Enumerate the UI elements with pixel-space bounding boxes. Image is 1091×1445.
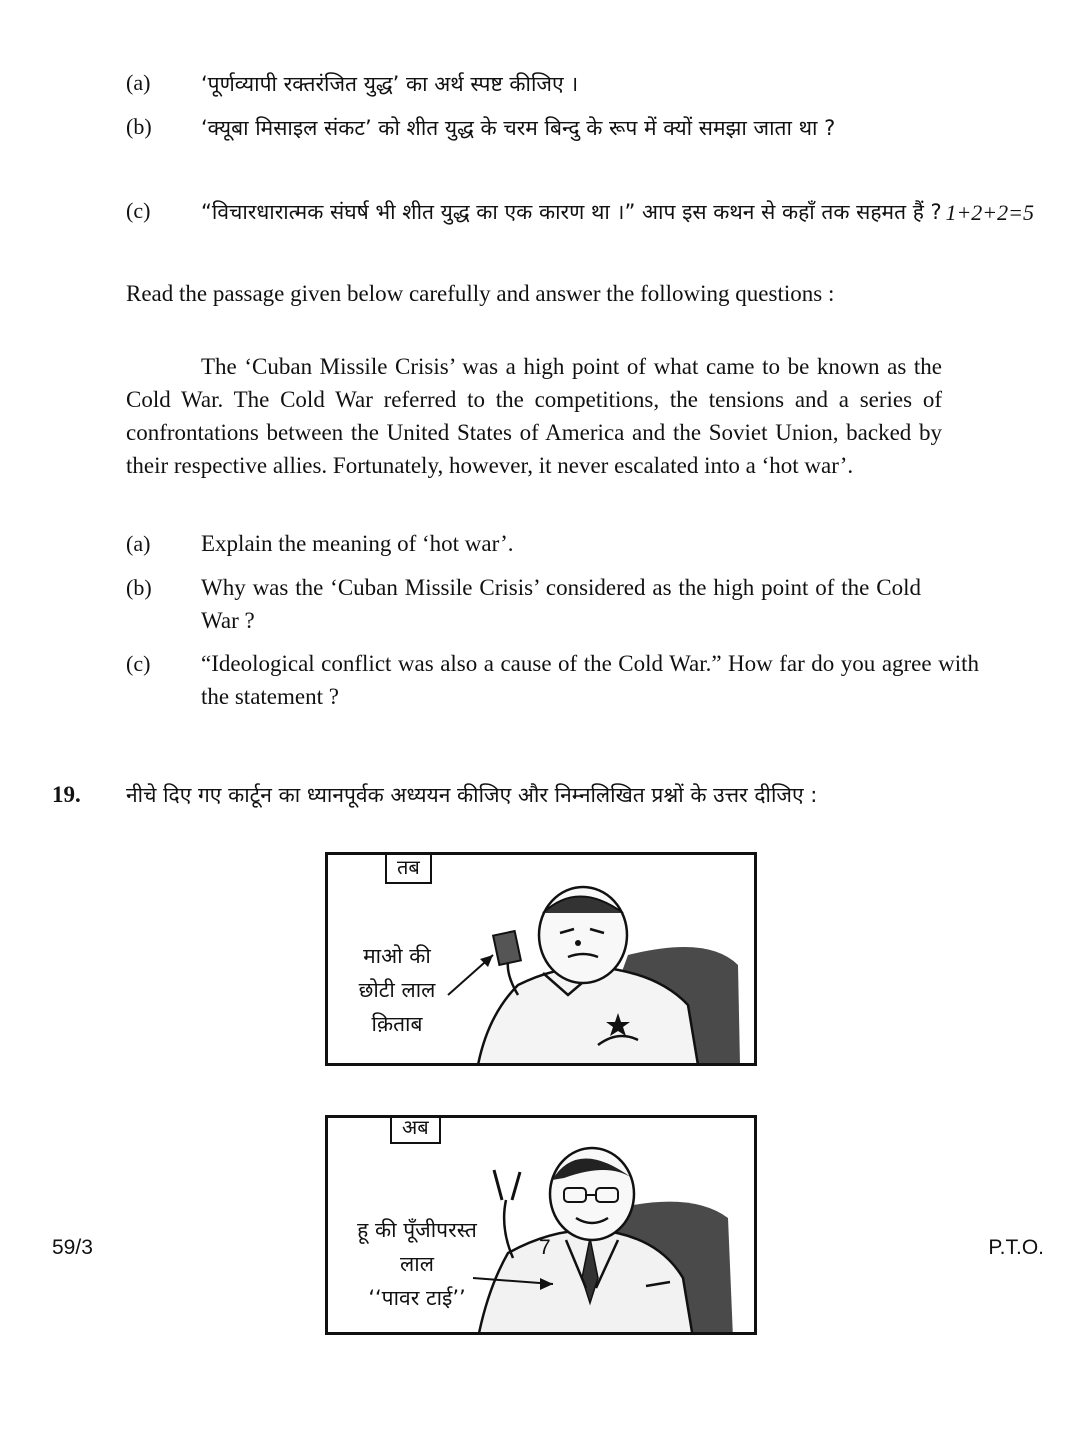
question-text: Explain the meaning of ‘hot war’. — [201, 531, 514, 556]
english-question-b — [126, 571, 1034, 637]
hindi-question-c — [126, 194, 1034, 230]
caption-line: माओ की — [363, 944, 431, 968]
caption-line: क़िताब — [371, 1012, 423, 1036]
passage-text: The ‘Cuban Missile Crisis’ was a high point of what came to be known as the Cold War. The Cold War referred to the competitions, the tensions and a series of confrontations between the United States of America and the Soviet Union, backed by their respective allies. Fortunately, however, it never escalated into a ‘hot war’. — [126, 354, 942, 478]
cartoon-panel-then — [325, 852, 757, 1066]
caption-line: ‘‘पावर टाई’’ — [368, 1286, 466, 1310]
question-label: (a) — [126, 531, 151, 556]
english-question-c — [126, 647, 1034, 713]
panel-caption-now — [332, 1213, 502, 1315]
question-label: (b) — [126, 114, 152, 139]
question-label: (a) — [126, 70, 151, 95]
hindi-question-a — [126, 66, 1034, 102]
question-text: Why was the ‘Cuban Missile Crisis’ considered as the high point of the Cold War ? — [201, 575, 921, 633]
caption-line: हू की पूँजीपरस्त — [357, 1218, 477, 1242]
caption-line: छोटी लाल — [358, 978, 436, 1002]
question-number-19: 19. — [52, 782, 81, 807]
passage-instruction: Read the passage given below carefully and answer the following questions : — [126, 281, 835, 306]
question-label: (c) — [126, 651, 151, 676]
question-text: ‘क्यूबा मिसाइल संकट’ को शीत युद्ध के चरम बिन्दु के रूप में क्यों समझा जाता था ? — [201, 116, 836, 140]
question-text: “विचारधारात्मक संघर्ष भी शीत युद्ध का एक कारण था ।” आप इस कथन से कहाँ तक सहमत हैं ? — [201, 200, 942, 224]
hindi-question-b — [126, 110, 1034, 146]
question-label: (c) — [126, 198, 151, 223]
question-label: (b) — [126, 575, 152, 600]
question-19-text: नीचे दिए गए कार्टून का ध्यानपूर्वक अध्ययन कीजिए और निम्नलिखित प्रश्नों के उत्तर दीजिए : — [126, 783, 818, 807]
question-text: ‘पूर्णव्यापी रक्तरंजित युद्ध’ का अर्थ स्पष्ट कीजिए । — [201, 72, 579, 96]
marks-allocation: 1+2+2=5 — [945, 200, 1034, 225]
page-number: 7 — [539, 1236, 551, 1259]
caption-line: लाल — [400, 1252, 434, 1276]
panel-tag-then: तब — [385, 852, 432, 884]
please-turn-over: P.T.O. — [988, 1236, 1044, 1259]
english-question-a — [126, 527, 1034, 560]
cartoon-panel-now — [325, 1115, 757, 1335]
question-text: “Ideological conflict was also a cause of the Cold War.” How far do you agree with the statement ? — [201, 651, 979, 709]
panel-caption-then — [342, 939, 452, 1041]
panel-tag-now: अब — [390, 1115, 441, 1144]
paper-code: 59/3 — [52, 1236, 93, 1259]
